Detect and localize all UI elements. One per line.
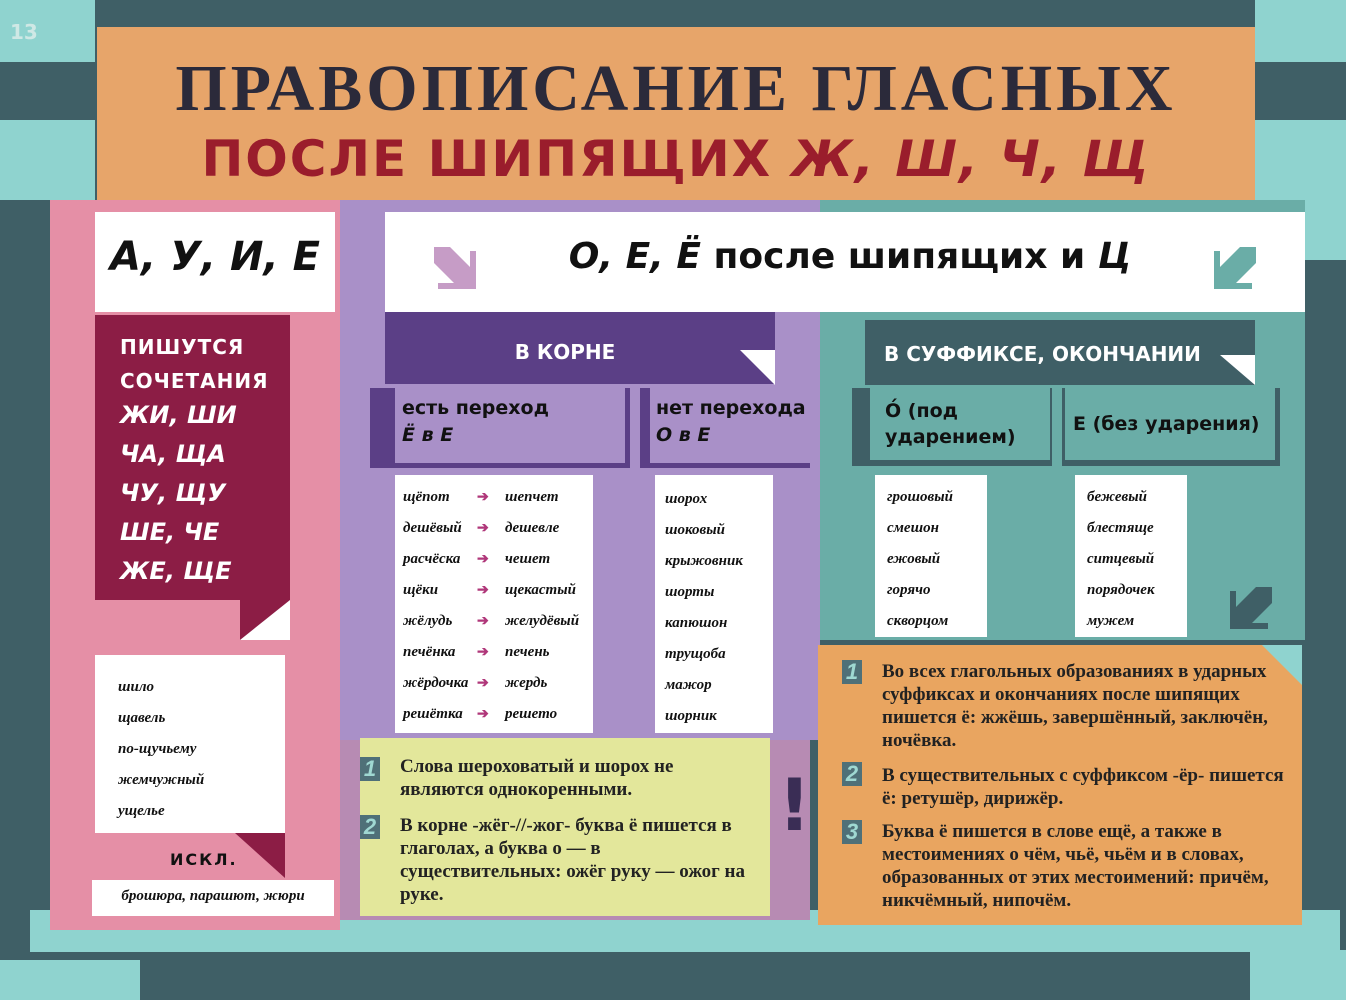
exception-word: шило [118, 679, 155, 695]
pair-word-e: щекастый [505, 582, 576, 598]
no-change-word: трущоба [665, 646, 726, 662]
suffix-e-list [1087, 482, 1155, 637]
unstressed-e-word: ситцевый [1087, 551, 1155, 567]
root-pair [403, 699, 579, 730]
note-number: 2 [842, 762, 862, 786]
page-subtitle [97, 130, 1255, 188]
bg-tile [0, 960, 140, 1000]
root-pair [403, 544, 579, 575]
exclamation-mark: ! [778, 763, 811, 847]
arrow-right-icon: ➔ [477, 552, 489, 567]
arrow-right-icon: ➔ [477, 521, 489, 536]
stressed-o-word: горячо [887, 582, 931, 598]
combination-item: ЧА, ЩА [120, 440, 226, 468]
subtitle-letters: Ж, Ш, Ч, Щ [791, 130, 1151, 188]
suffix-col2-title: Е (без ударения) [1073, 413, 1260, 435]
note-number: 2 [360, 815, 380, 839]
pair-word-yo: дешёвый [403, 520, 462, 536]
combination-item: ЧУ, ЩУ [120, 479, 226, 507]
left-header: А, У, И, Е [110, 234, 320, 280]
exceptions-bottom-text: брошюра, парашют, жюри [121, 888, 305, 904]
suffix-col1-title-a: О́ (под [885, 400, 958, 422]
pair-word-e: жердь [505, 675, 548, 691]
exception-word: жемчужный [118, 772, 205, 788]
root-col2-sub: О в Е [656, 424, 711, 446]
arrow-right-icon: ➔ [477, 676, 489, 691]
exception-word: по-щучьему [118, 741, 197, 757]
stressed-o-word: ежовый [887, 551, 941, 567]
unstressed-e-word: порядочек [1087, 582, 1155, 598]
note-number: 1 [842, 660, 862, 684]
left-note-1: Слова шероховатый и шорох не являются однокоренными. [400, 756, 674, 800]
bg-tile [1255, 0, 1346, 62]
exception-word: щавель [118, 710, 166, 726]
no-change-word: шорник [665, 708, 717, 724]
pair-word-yo: печёнка [403, 644, 456, 660]
arrow-right-icon: ➔ [477, 645, 489, 660]
left-note-2: В корне -жёг-//-жог- буква ё пишется в глаголах, а буква о — в существительных: ожёг руку — ожог на руке. [400, 815, 745, 905]
exceptions-list [118, 672, 204, 827]
root-pair [403, 513, 579, 544]
right-note-2: В существительных с суффиксом -ёр- пишется ё: ретушёр, дирижёр. [882, 765, 1284, 809]
combination-item: ЖИ, ШИ [120, 401, 237, 429]
unstressed-e-word: блестяще [1087, 520, 1154, 536]
pair-word-e: желудёвый [505, 613, 580, 629]
root-pair [403, 668, 579, 699]
pair-word-e: шепчет [505, 489, 559, 505]
exceptions-label: ИСКЛ. [170, 850, 238, 869]
arrow-right-icon: ➔ [477, 490, 489, 505]
pair-word-yo: щёки [403, 582, 439, 598]
written-label-line: ПИШУТСЯ [120, 335, 245, 359]
right-note-1: Во всех глагольных образованиях в ударных суффиксах и окончаниях после шипящих пишется ё: жжёшь, завершённый, заключён, ночёвка. [882, 661, 1268, 751]
arrow-down-left-icon [1228, 583, 1276, 631]
stressed-o-word: смешон [887, 520, 939, 536]
unstressed-e-word: бежевый [1087, 489, 1147, 505]
right-note-3: Буква ё пишется в слове ещё, а также в местоимениях о чём, чьё, чьём и в словах, образованных от этих местоимений: причём, никчёмный, нипочём. [882, 821, 1269, 911]
suffix-o-list [887, 482, 953, 637]
arrow-right-icon: ➔ [477, 614, 489, 629]
note-number: 1 [360, 757, 380, 781]
stressed-o-word: грошовый [887, 489, 953, 505]
bg-tile [0, 120, 95, 200]
page-number: 13 [10, 20, 38, 44]
pair-word-e: решето [505, 706, 558, 722]
no-change-word: шорох [665, 491, 708, 507]
no-change-word: мажор [665, 677, 712, 693]
fold-triangle [240, 600, 290, 640]
pair-word-yo: жёрдочка [403, 675, 469, 691]
root-pairs-list [403, 482, 579, 730]
no-change-word: шорты [665, 584, 715, 600]
no-change-word: капюшон [665, 615, 728, 631]
pair-word-yo: решётка [403, 706, 463, 722]
unstressed-e-word: мужем [1087, 613, 1135, 629]
fold-triangle [740, 350, 775, 385]
arrow-down-right-icon [430, 243, 478, 291]
root-pair [403, 637, 579, 668]
root-col1-title [402, 395, 549, 449]
page-title: ПРАВОПИСАНИЕ ГЛАСНЫХ [175, 52, 1177, 125]
combination-item: ЖЕ, ЩЕ [120, 557, 232, 585]
no-change-word: крыжовник [665, 553, 743, 569]
pair-word-e: печень [505, 644, 550, 660]
suffix-col1-title [885, 398, 1016, 450]
root-pair [403, 482, 579, 513]
combinations-list [120, 396, 237, 591]
pair-word-e: дешевле [505, 520, 560, 536]
fold-triangle [1220, 355, 1255, 385]
stressed-o-word: скворцом [887, 613, 949, 629]
root-col2-title [656, 395, 806, 449]
pair-word-yo: жёлудь [403, 613, 453, 629]
right-header-text: после шипящих и [713, 236, 1086, 277]
note-number: 3 [842, 820, 862, 844]
exception-word: ущелье [118, 803, 165, 819]
arrow-down-left-icon [1212, 243, 1260, 291]
no-change-word: шоковый [665, 522, 725, 538]
root-pair [403, 606, 579, 637]
root-pair [403, 575, 579, 606]
arrow-right-icon: ➔ [477, 707, 489, 722]
pair-word-yo: щёпот [403, 489, 450, 505]
written-label-line: СОЧЕТАНИЯ [120, 369, 269, 393]
root-no-change-list [665, 484, 743, 732]
bg-tile [1255, 120, 1346, 200]
root-col1-sub: Ё в Е [402, 424, 454, 446]
bg-tile [1305, 200, 1346, 260]
subtitle-prefix: ПОСЛЕ ШИПЯЩИХ [201, 130, 773, 188]
suffix-col1-title-b: ударением) [885, 426, 1016, 448]
root-col1-title-text: есть переход [402, 397, 549, 419]
written-label [120, 330, 269, 398]
letter-c: Ц [1097, 236, 1132, 277]
bg-tile [1250, 950, 1346, 1000]
arrow-right-icon: ➔ [477, 583, 489, 598]
right-header [480, 236, 1220, 277]
vowel-letters: О, Е, Ё [568, 236, 701, 277]
combination-item: ШЕ, ЧЕ [120, 518, 220, 546]
pair-word-e: чешет [505, 551, 551, 567]
pair-word-yo: расчёска [403, 551, 461, 567]
root-label: В КОРНЕ [514, 340, 616, 364]
suffix-label: В СУФФИКСЕ, ОКОНЧАНИИ [884, 342, 1201, 366]
fold-triangle [235, 833, 285, 878]
root-col2-title-text: нет перехода [656, 397, 806, 419]
